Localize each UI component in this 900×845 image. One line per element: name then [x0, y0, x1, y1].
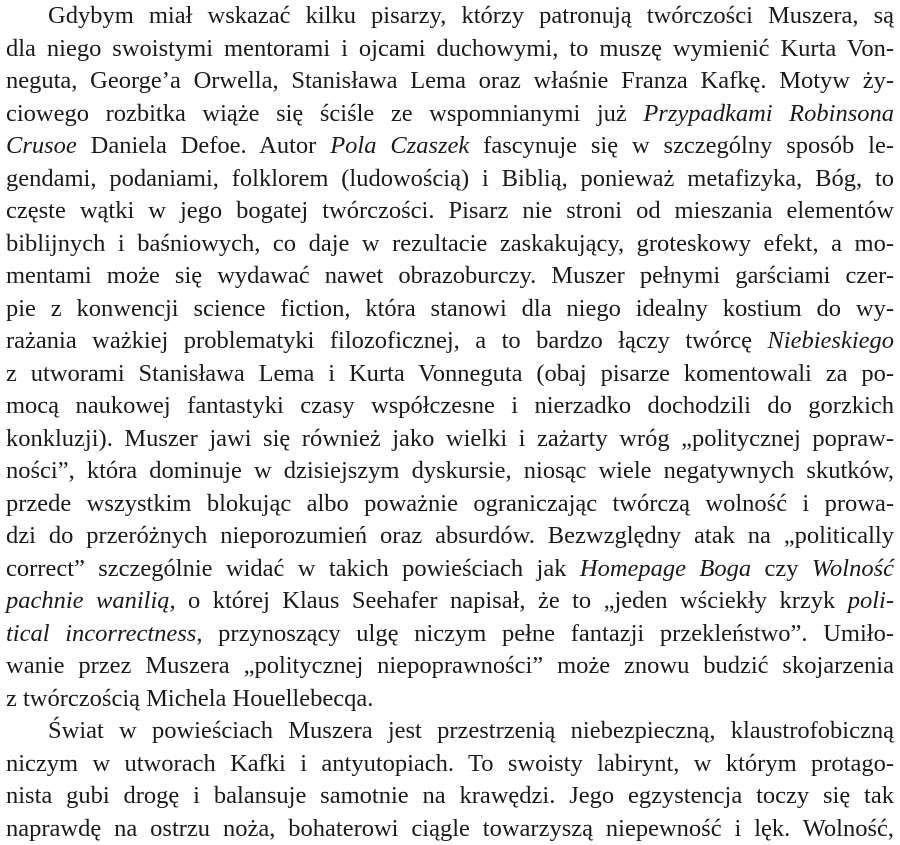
italic-title-text: Homepage Boga [580, 555, 751, 582]
text-line [6, 260, 894, 293]
text-line-content [6, 228, 894, 261]
text-line-content [6, 163, 894, 196]
body-text: biblijnych i baśniowych, co daje w rezultacie zaskakujący, groteskowy efekt, a mo- [6, 230, 894, 257]
text-line [6, 683, 894, 716]
body-text: konkluzji). Muszer jawi się również jako wielki i zażarty wróg „politycznej popraw- [6, 425, 894, 452]
body-text: nista gubi drogę i balansuje samotnie na krawędzi. Jego egzystencja toczy się tak [6, 782, 894, 809]
text-line-content [6, 423, 894, 456]
text-line [6, 455, 894, 488]
body-text: pie z konwencji science fiction, która stanowi dla niego idealny kostium do wy- [6, 295, 894, 322]
text-line-content [6, 488, 894, 521]
italic-title-text: tical incorrectness [6, 620, 196, 647]
body-text: mocą naukowej fantastyki czasy współczesne i nierzadko dochodzili do gorzkich [6, 392, 894, 419]
text-line-content [6, 98, 894, 131]
text-line [6, 163, 894, 196]
body-text: Świat w powieściach Muszera jest przestrzenią niebezpieczną, klaustrofobiczną [48, 717, 894, 744]
italic-title-text: Crusoe [6, 132, 77, 159]
text-line [6, 130, 894, 163]
body-text: naprawdę na ostrzu noża, bohaterowi ciągle towarzyszą niepewność i lęk. Wolność, [6, 815, 894, 842]
body-text: , przynoszący ulgę niczym pełne fantazji przekleństwo”. Umiło- [196, 620, 894, 647]
text-line [6, 748, 894, 781]
text-line [6, 813, 894, 845]
text-line-content [6, 650, 894, 683]
italic-title-text: Pola Czaszek [330, 132, 469, 159]
text-line [6, 228, 894, 261]
text-line-content [6, 683, 894, 716]
body-text: o której Klaus Seehafer napisał, że to „jeden wściekły krzyk [176, 587, 848, 614]
text-line-content [6, 260, 894, 293]
body-text: czy [751, 555, 812, 582]
text-line [6, 65, 894, 98]
text-line [6, 553, 894, 586]
text-line-content [48, 0, 894, 33]
body-text: ciowego rozbitka wiąże się ściśle ze wspomnianymi już [6, 100, 643, 127]
text-line [6, 780, 894, 813]
text-line-content [6, 618, 894, 651]
text-line [6, 195, 894, 228]
body-text: dzi do przeróżnych nieporozumień oraz absurdów. Bezwzględny atak na „politically [6, 522, 894, 549]
body-text: wanie przez Muszera „politycznej niepoprawności” może znowu budzić skojarzenia [6, 652, 894, 679]
body-text: niczym w utworach Kafki i antyutopiach. To swoisty labirynt, w którym protago- [6, 750, 894, 777]
body-text: mentami może się wydawać nawet obrazoburczy. Muszer pełnymi garściami czer- [6, 262, 894, 289]
body-text: dla niego swoistymi mentorami i ojcami duchowymi, to muszę wymienić Kurta Von- [6, 35, 894, 62]
text-line [6, 390, 894, 423]
text-line-content [6, 748, 894, 781]
text-line [6, 650, 894, 683]
text-line [6, 98, 894, 131]
body-text: Daniela Defoe. Autor [77, 132, 330, 159]
text-line-content [6, 813, 894, 845]
body-text: gendami, podaniami, folklorem (ludowością) i Biblią, ponieważ metafizyka, Bóg, to [6, 165, 894, 192]
text-line-content [6, 325, 894, 358]
body-text: fascynuje się w szczególny sposób le- [469, 132, 894, 159]
text-line [6, 358, 894, 391]
body-text: Gdybym miał wskazać kilku pisarzy, którzy patronują twórczości Muszera, są [48, 2, 894, 29]
body-text: z utworami Stanisława Lema i Kurta Vonneguta (obaj pisarze komentowali za po- [6, 360, 894, 387]
text-line [6, 423, 894, 456]
text-line-content [6, 455, 894, 488]
body-text: neguta, George’a Orwella, Stanisława Lema oraz właśnie Franza Kafkę. Motyw ży- [6, 67, 894, 94]
text-line-content [6, 293, 894, 326]
text-line-content [6, 585, 894, 618]
text-line [6, 33, 894, 66]
text-line [6, 585, 894, 618]
body-text: z twórczością Michela Houellebecqa. [6, 685, 373, 712]
text-line [6, 0, 894, 33]
text-line-content [6, 553, 894, 586]
body-text: częste wątki w jego bogatej twórczości. Pisarz nie stroni od mieszania elementów [6, 197, 894, 224]
text-line-content [6, 130, 894, 163]
italic-title-text: poli- [848, 587, 894, 614]
body-text: ności”, która dominuje w dzisiejszym dyskursie, niosąc wiele negatywnych skutków, [6, 457, 894, 484]
text-line [6, 618, 894, 651]
document-page [6, 0, 894, 785]
text-line-content [6, 520, 894, 553]
text-line [6, 293, 894, 326]
text-line-content [6, 33, 894, 66]
italic-title-text: Przypadkami Robinsona [643, 100, 894, 127]
italic-title-text: Niebieskiego [767, 327, 894, 354]
text-line [6, 325, 894, 358]
text-line-content [6, 65, 894, 98]
text-line [6, 520, 894, 553]
text-line-content [6, 780, 894, 813]
text-line-content [6, 390, 894, 423]
text-line-content [6, 195, 894, 228]
text-line-content [48, 715, 894, 748]
body-text: rażania ważkiej problematyki filozoficznej, a to bardzo łączy twórcę [6, 327, 767, 354]
italic-title-text: Wolność [812, 555, 894, 582]
body-text: przede wszystkim blokując albo poważnie ograniczając twórczą wolność i prowa- [6, 490, 894, 517]
text-line [6, 715, 894, 748]
body-text: correct” szczególnie widać w takich powieściach jak [6, 555, 580, 582]
italic-title-text: pachnie wanilią, [6, 587, 176, 614]
text-line [6, 488, 894, 521]
text-line-content [6, 358, 894, 391]
